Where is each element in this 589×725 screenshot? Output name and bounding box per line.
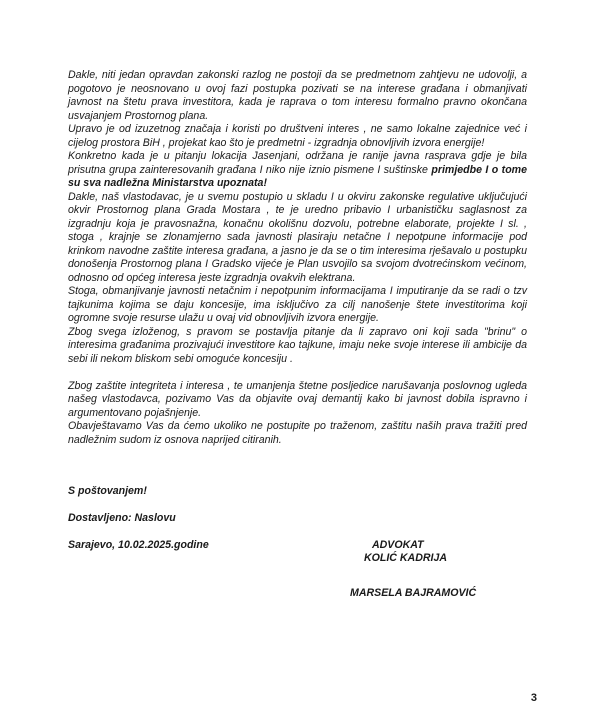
- letter-footer: [68, 485, 527, 601]
- paragraph-jasenjani-bold: primjedbe I o tome su sva nadležna Ministarstva upoznata!: [68, 163, 527, 189]
- paragraph-gap: [68, 366, 527, 380]
- signature-name-1: KOLIĆ KADRIJA: [364, 552, 447, 564]
- paragraph-legal-reason: Dakle, niti jedan opravdan zakonski razlog ne postoji da se predmetnom zahtjevu ne udovolji, a pogotovo je neosnovano u ovoj fazi postupka pozivati se na interese građana i obmanjivati javnost na štetu prava investitora, kada je raprava o tom interesu formalno pravno okončana usvajanjem Prostornog plana.: [68, 69, 527, 122]
- signature-name-row-2: [68, 587, 527, 601]
- signature-name-2: MARSELA BAJRAMOVIĆ: [350, 587, 477, 599]
- paragraph-request-publication: Zbog zaštite integriteta i interesa , te umanjenja štetne posljedice narušavanja poslovnog ugleda našeg vlastodavca, pozivamo Vas da objavite ovaj demantij kako bi javnost dobila ispravno i argumentovano pojašnjenje.: [68, 379, 527, 419]
- paragraph-jasenjani-text: Konkretno kada je u pitanju lokacija Jasenjani, održana je ranije javna rasprava gdje je bila prisutna grupa zainteresovanih građana I niko nije iznio pismene I suštinske: [68, 150, 527, 176]
- signature-name-row: [68, 553, 527, 567]
- place-date: Sarajevo, 10.02.2025.godine: [68, 539, 209, 551]
- paragraph-question: Zbog svega izloženog, s pravom se postavlja pitanje da li zapravo oni koji sada "brinu" o interesima građanima prozivajući investitore kao tajkune, imaju neke svoje interese ili ambicije da sebi ili nekom bliskom sebi omoguće koncesiju .: [68, 325, 527, 365]
- paragraph-public-interest: Upravo je od izuzetnog značaja i koristi po društveni interes , ne samo lokalne zajednice već i cijelog prostora BiH , projekat kao što je predmetni - izgradnja obnovljivih izvora energije!: [68, 123, 527, 149]
- delivered-to: Dostavljeno: Naslovu: [68, 511, 176, 524]
- page-number: 3: [530, 691, 537, 704]
- paragraph-misinformation: Stoga, obmanjivanje javnosti netačnim i nepotpunim informacijama I imputiranje da se radi o tzv tajkunima kojima se daju koncesije, ima isključivo za cilj nanošenje štete investitorima koji ogromne svoje resurse ulažu u ovaj vid obnovljivih izvora energije.: [68, 285, 527, 324]
- paragraph-court-notice: Obavještavamo Vas da ćemo ukoliko ne postupite po traženom, zaštitu naših prava tražiti pred nadležnim sudom iz osnova naprijed citiranih.: [68, 420, 527, 446]
- letter-body: [68, 69, 527, 447]
- closing-greeting: S poštovanjem!: [68, 485, 147, 497]
- paragraph-client-compliance: Dakle, naš vlastodavac, je u svemu postupio u skladu I u okviru zakonske regulative uključujući okvir Prostornog plana Grada Mostara , te je uredno pribavio I urbanističku saglasnost za izgradnju koja je pravosnažna, konačnu okolišnu dozvolu, potrebne elaborate, projekte I sl. , stoga , krajnje se zlonamjerno sada javnosti plasiraju netačne I nepotpune informacije pod krinkom navodne zaštite interesa građana, a jasno je da se o tim interesima rješavalo u postupku donošenja Prostornog plana I Gradsko vijeće je Plan usvojilo sa svojom dvotrećinskom većinom, odnosno od općeg interesa jeste izgradnja ovakvih elektrana.: [68, 190, 527, 284]
- signature-title: ADVOKAT: [372, 539, 424, 551]
- date-signature-row: [68, 539, 527, 553]
- paragraph-jasenjani: [68, 150, 527, 191]
